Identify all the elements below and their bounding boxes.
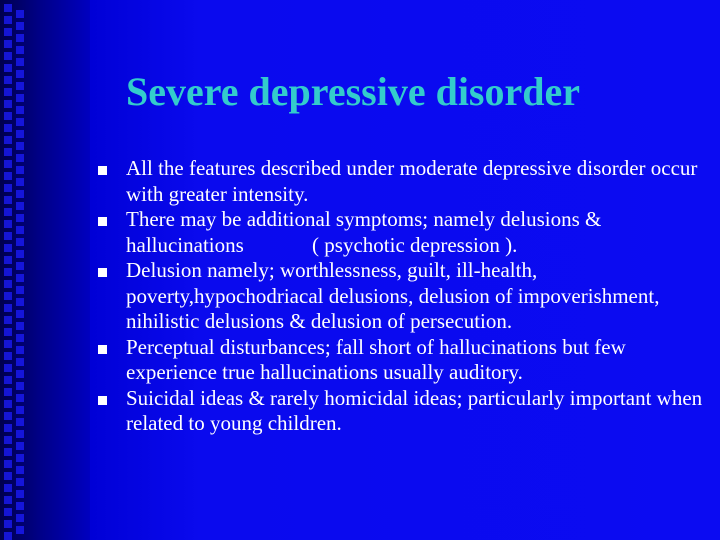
decorative-square xyxy=(16,430,24,438)
decorative-square xyxy=(4,472,12,480)
square-bullet-icon xyxy=(98,345,107,354)
decorative-square xyxy=(16,58,24,66)
bullet-text: Delusion namely; worthlessness, guilt, ill-health, poverty,hypochodriacal delusions, delusion of impoverishment, nihilistic delusions & delusion of persecution. xyxy=(126,258,665,333)
decorative-square xyxy=(4,304,12,312)
decorative-square xyxy=(4,448,12,456)
decorative-square xyxy=(4,4,12,12)
decorative-square xyxy=(4,280,12,288)
bullet-text: Perceptual disturbances; fall short of hallucinations but few experience true hallucinations usually auditory. xyxy=(126,334,632,384)
decorative-square xyxy=(16,82,24,90)
decorative-square xyxy=(4,160,12,168)
decorative-square xyxy=(4,112,12,120)
slide-title: Severe depressive disorder xyxy=(126,69,581,114)
decorative-square xyxy=(16,382,24,390)
decorative-square xyxy=(4,532,12,540)
decorative-square xyxy=(16,202,24,210)
decorative-square xyxy=(4,16,12,24)
decorative-square xyxy=(16,454,24,462)
decorative-square xyxy=(4,520,12,528)
decorative-square xyxy=(4,424,12,432)
decorative-square xyxy=(4,268,12,276)
decorative-square xyxy=(4,460,12,468)
decorative-square-column xyxy=(16,0,26,540)
decorative-square xyxy=(16,214,24,222)
decorative-square xyxy=(4,184,12,192)
bullet-item xyxy=(96,258,711,335)
bullet-list xyxy=(96,156,711,437)
decorative-square xyxy=(4,88,12,96)
decorative-square xyxy=(4,220,12,228)
decorative-square xyxy=(4,508,12,516)
decorative-square xyxy=(16,226,24,234)
decorative-square xyxy=(16,22,24,30)
decorative-square xyxy=(16,310,24,318)
decorative-square-column xyxy=(4,0,14,540)
decorative-square xyxy=(16,370,24,378)
bullet-item xyxy=(96,386,711,437)
decorative-square xyxy=(16,526,24,534)
decorative-square xyxy=(16,262,24,270)
decorative-square xyxy=(4,376,12,384)
decorative-square xyxy=(16,130,24,138)
decorative-square xyxy=(16,502,24,510)
decorative-square xyxy=(4,100,12,108)
decorative-square xyxy=(16,394,24,402)
decorative-square xyxy=(16,154,24,162)
decorative-square xyxy=(4,292,12,300)
decorative-square xyxy=(16,286,24,294)
decorative-square xyxy=(4,412,12,420)
decorative-square xyxy=(4,352,12,360)
decorative-square xyxy=(16,418,24,426)
decorative-square xyxy=(16,466,24,474)
decorative-square xyxy=(4,316,12,324)
decorative-square xyxy=(16,178,24,186)
bullet-item xyxy=(96,335,711,386)
decorative-square xyxy=(4,172,12,180)
decorative-square xyxy=(16,250,24,258)
decorative-square xyxy=(16,142,24,150)
decorative-square xyxy=(4,400,12,408)
decorative-square xyxy=(4,136,12,144)
square-bullet-icon xyxy=(98,396,107,405)
bullet-text: There may be additional symptoms; namely delusions & hallucinations ( psychotic depression ). xyxy=(126,207,607,257)
decorative-square xyxy=(16,94,24,102)
square-bullet-icon xyxy=(98,268,107,277)
decorative-square xyxy=(16,334,24,342)
decorative-square xyxy=(16,442,24,450)
decorative-square xyxy=(4,208,12,216)
decorative-square xyxy=(4,256,12,264)
decorative-square xyxy=(4,196,12,204)
bullet-item xyxy=(96,207,711,258)
decorative-square xyxy=(16,106,24,114)
decorative-square xyxy=(4,340,12,348)
decorative-square xyxy=(4,244,12,252)
decorative-square xyxy=(16,346,24,354)
decorative-left-strip xyxy=(0,0,90,540)
decorative-square xyxy=(4,40,12,48)
bullet-text: Suicidal ideas & rarely homicidal ideas; particularly important when related to young children. xyxy=(126,385,708,435)
decorative-square xyxy=(16,34,24,42)
decorative-square xyxy=(16,490,24,498)
decorative-square xyxy=(4,52,12,60)
decorative-square xyxy=(4,64,12,72)
square-bullet-icon xyxy=(98,166,107,175)
decorative-square xyxy=(4,28,12,36)
bullet-item xyxy=(96,156,711,207)
square-bullet-icon xyxy=(98,217,107,226)
decorative-square xyxy=(4,328,12,336)
decorative-square xyxy=(16,70,24,78)
decorative-square xyxy=(16,478,24,486)
decorative-square xyxy=(16,298,24,306)
decorative-square xyxy=(4,388,12,396)
decorative-square xyxy=(4,232,12,240)
decorative-square xyxy=(16,10,24,18)
decorative-square xyxy=(16,514,24,522)
decorative-square xyxy=(16,166,24,174)
decorative-square xyxy=(16,190,24,198)
decorative-square xyxy=(16,358,24,366)
decorative-square xyxy=(4,496,12,504)
decorative-square xyxy=(16,118,24,126)
decorative-square xyxy=(4,76,12,84)
decorative-square xyxy=(4,124,12,132)
bullet-text: All the features described under moderate depressive disorder occur with greater intensity. xyxy=(126,156,703,206)
decorative-square xyxy=(16,238,24,246)
decorative-square xyxy=(16,406,24,414)
decorative-square xyxy=(16,46,24,54)
decorative-square xyxy=(4,484,12,492)
decorative-square xyxy=(16,274,24,282)
decorative-square xyxy=(4,436,12,444)
decorative-square xyxy=(4,364,12,372)
decorative-square xyxy=(16,322,24,330)
decorative-square xyxy=(4,148,12,156)
